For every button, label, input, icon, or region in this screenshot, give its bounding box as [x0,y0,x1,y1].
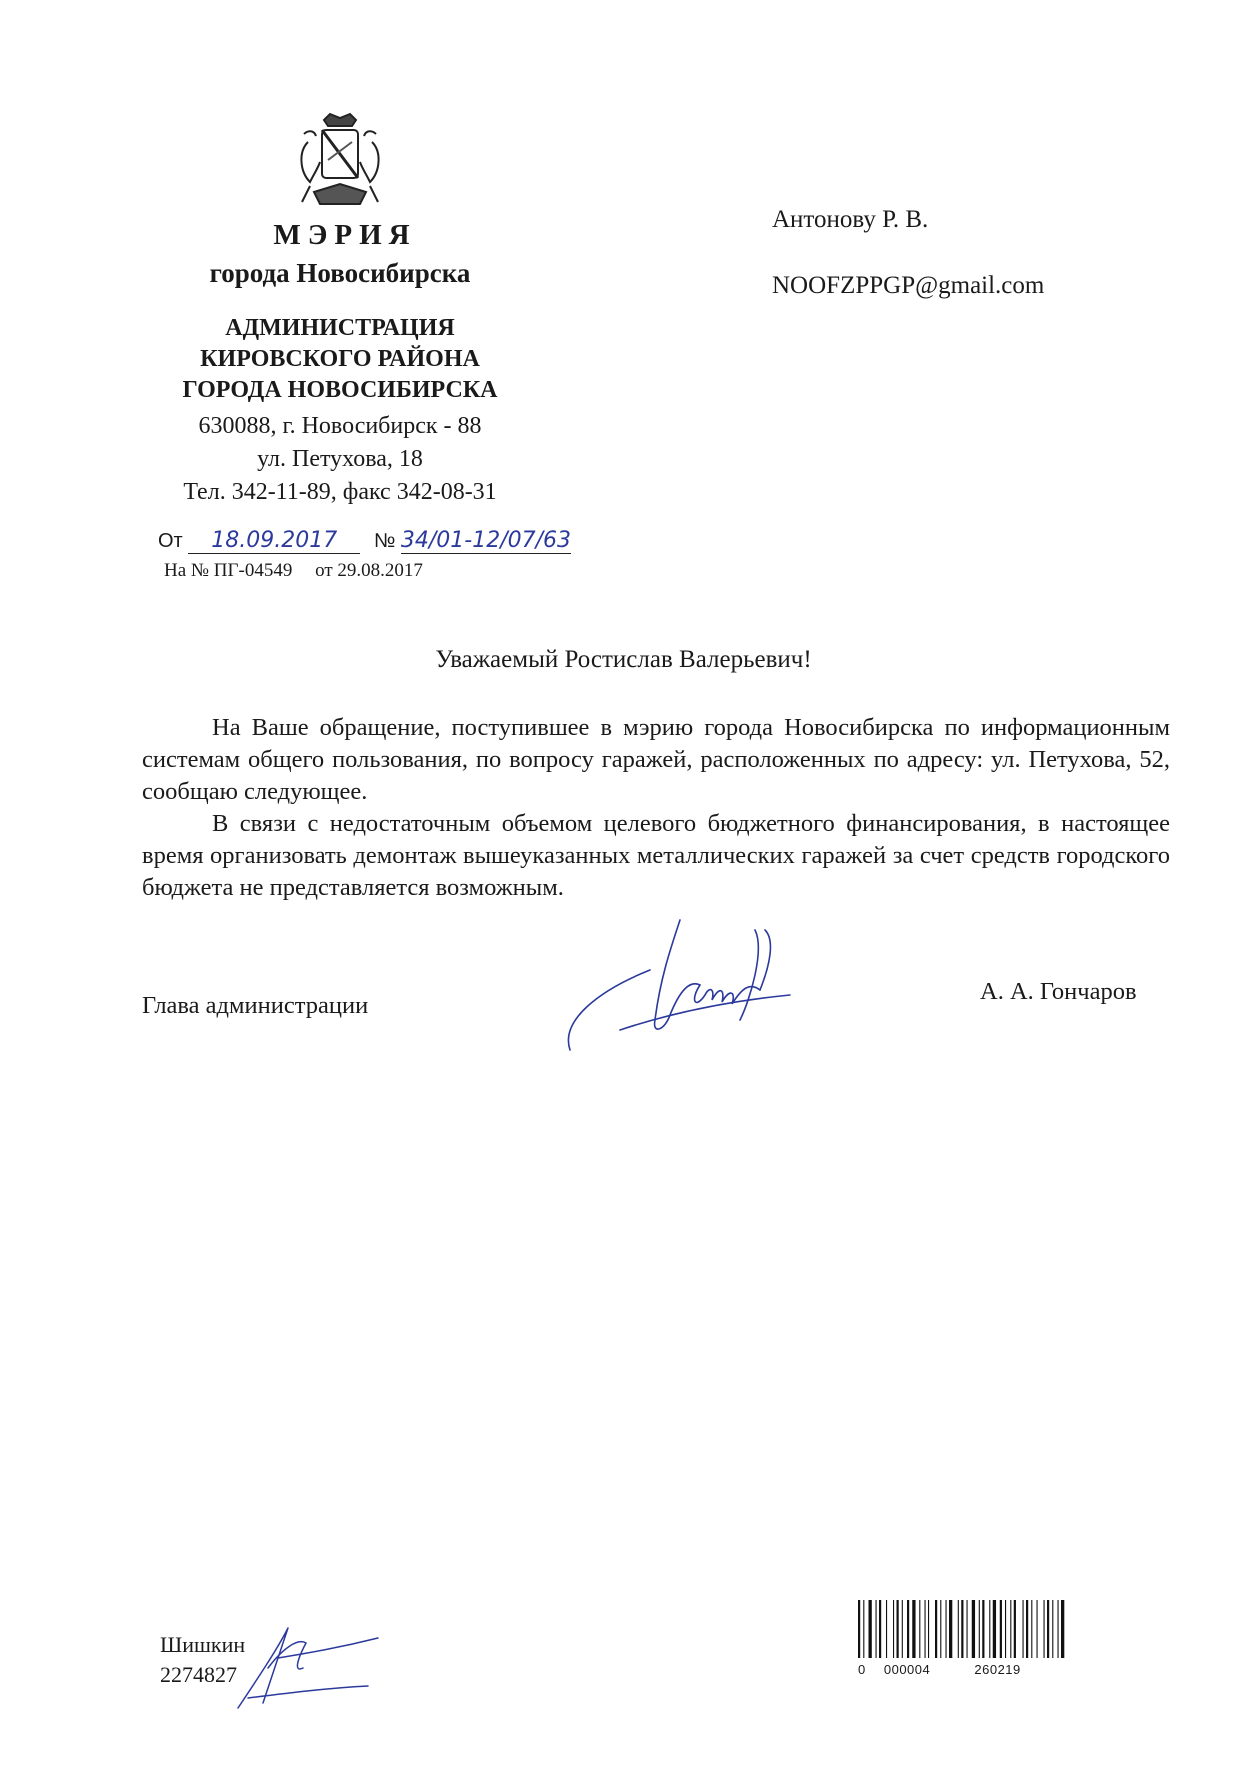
barcode-bar [993,1600,996,1658]
barcode-bar [858,1600,860,1658]
barcode-bar [925,1600,926,1658]
barcode-bar [907,1600,909,1658]
barcode-digit-mid: 000004 [883,1662,931,1677]
barcode-bar [869,1600,872,1658]
city-crest-icon [294,112,386,212]
paragraph-1: На Ваше обращение, поступившее в мэрию города Новосибирска по информационным системам общего пользования, по вопросу гаражей, расположенных по адресу: ул. Петухова, 52, сообщаю следующее. [142,714,1170,805]
barcode-bar [958,1600,959,1658]
barcode-bar [949,1600,952,1658]
outgoing-number: 34/01-12/07/63 [400,528,572,553]
barcode-bar [1023,1600,1024,1658]
barcode-bar [1044,1600,1045,1658]
contact-line: Тел. 342-11-89, факс 342-08-31 [183,479,497,505]
executor-phone: 2274827 [160,1662,237,1687]
barcode-bar [1014,1600,1016,1658]
barcode-bar [1031,1600,1032,1658]
admin-block [150,313,530,406]
barcode-bar [940,1600,941,1658]
reference-number: На № ПГ-04549 [164,560,293,581]
admin-line-3: ГОРОДА НОВОСИБИРСКА [182,377,498,403]
barcode-bar [961,1600,963,1658]
letter-body [142,712,1170,904]
barcode-digits [858,1662,1021,1677]
barcode-bar [979,1600,980,1658]
recipient-email: NOOFZPPGP@gmail.com [772,272,1045,299]
address-line-1: 630088, г. Новосибирск - 88 [198,413,482,439]
signer-name: А. А. Гончаров [980,978,1137,1005]
executor-signature-icon [228,1608,388,1718]
org-city: города Новосибирска [209,258,471,288]
barcode-bar [893,1600,894,1658]
outgoing-date: 18.09.2017 [188,528,360,554]
barcode-bar [902,1600,903,1658]
reference-date: от 29.08.2017 [315,560,423,581]
barcode-bar [879,1600,881,1658]
barcode-bar [1037,1600,1038,1658]
barcode-digit-right: 260219 [974,1662,1021,1677]
barcode-bar [1058,1600,1059,1658]
incoming-reference [164,560,423,582]
barcode-bar [989,1600,990,1658]
date-prefix: От [158,530,183,552]
barcode-bar [967,1600,968,1658]
barcode-bar [1052,1600,1053,1658]
barcode-bar [982,1600,984,1658]
barcode-bar [928,1600,929,1658]
barcode-bar [1005,1600,1006,1658]
barcode-bar [919,1600,920,1658]
barcode-digit-left: 0 [858,1662,866,1677]
barcode-bar [946,1600,947,1658]
barcode-bar [1026,1600,1028,1658]
executor-name: Шишкин [160,1632,246,1657]
barcode-bar [972,1600,975,1658]
signer-position: Глава администрации [142,992,369,1019]
barcode-bar [1047,1600,1049,1658]
number-prefix: № [373,530,396,552]
admin-line-2: КИРОВСКОГО РАЙОНА [200,346,480,372]
barcode-bar [876,1600,877,1658]
barcode-bar [886,1600,887,1658]
address-line-2: ул. Петухова, 18 [257,446,423,472]
address-block [140,410,540,509]
recipient-name: Антонову Р. В. [772,206,929,233]
barcode-bar [863,1600,864,1658]
org-title: МЭРИЯ [273,219,417,251]
admin-line-1: АДМИНИСТРАЦИЯ [225,315,455,341]
barcode-bar [897,1600,899,1658]
barcode-bar [1000,1600,1002,1658]
barcode-bar [912,1600,915,1658]
outgoing-reg-line [158,528,571,554]
barcode-bar [1010,1600,1011,1658]
barcode-bar [1061,1600,1064,1658]
paragraph-2: В связи с недостаточным объемом целевого бюджетного финансирования, в настоящее время организовать демонтаж вышеуказанных металлических гаражей за счет средств городского бюджета не представляется возможным. [142,810,1170,901]
salutation: Уважаемый Ростислав Валерьевич! [435,646,812,673]
signature-icon [560,910,820,1060]
barcode-bar [935,1600,937,1658]
